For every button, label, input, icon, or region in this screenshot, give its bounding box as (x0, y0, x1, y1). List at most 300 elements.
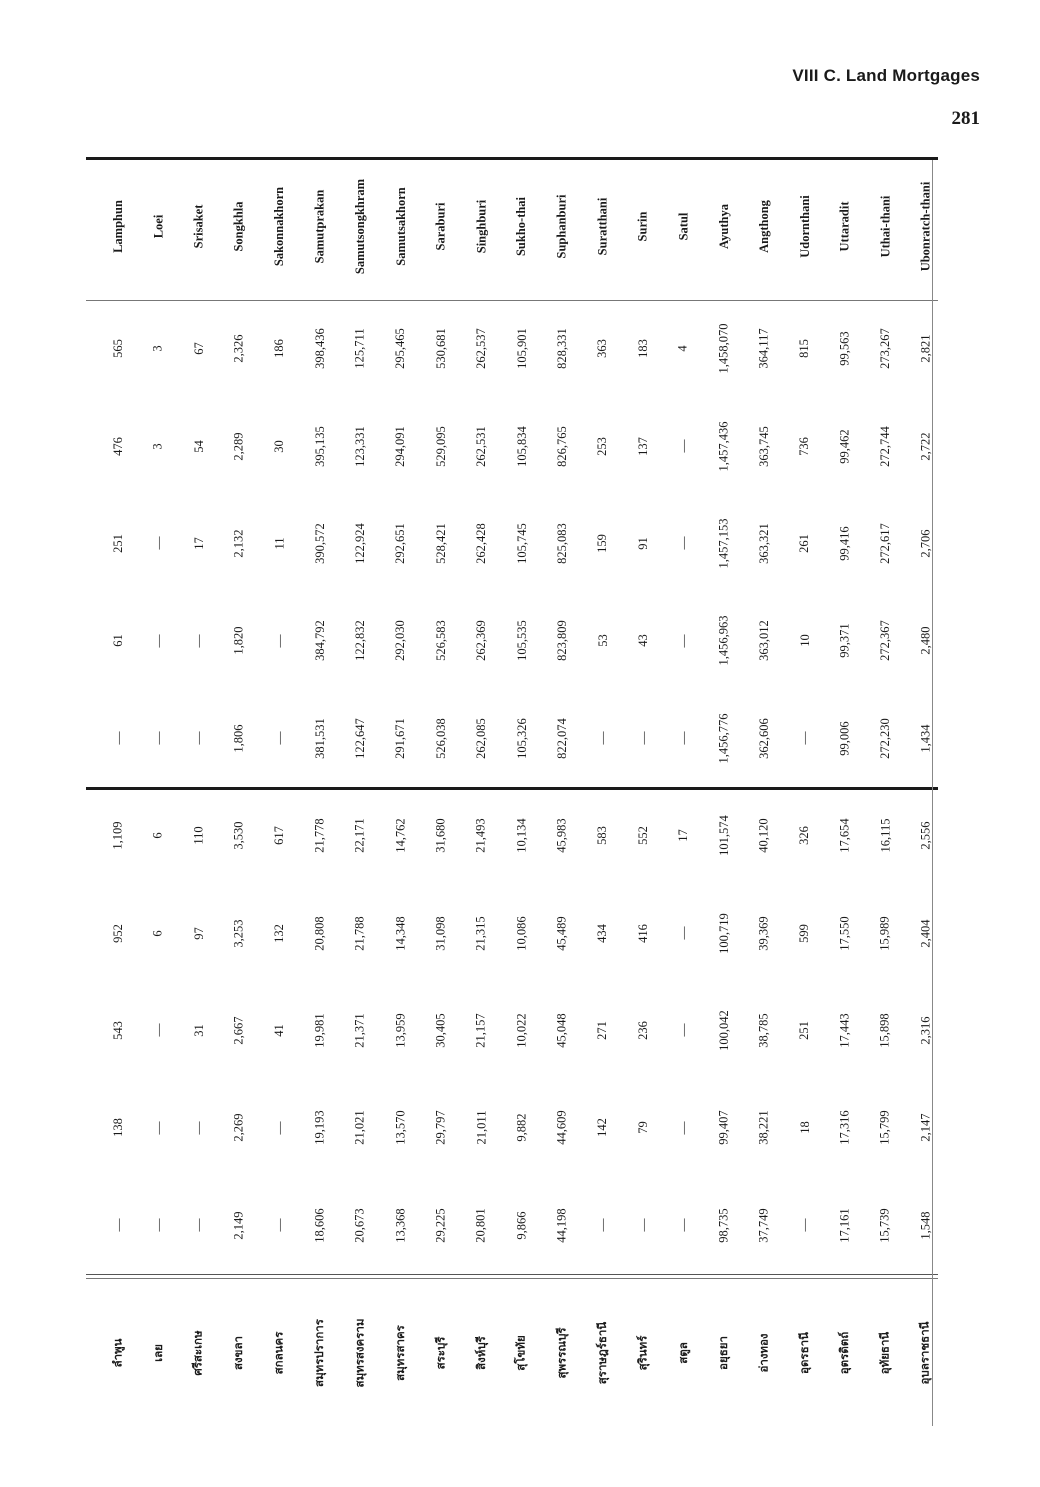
table-value-cell (421, 1079, 461, 1176)
cell-text: — (190, 1121, 206, 1135)
table-value-cell (866, 884, 906, 981)
table-value-cell (825, 690, 865, 787)
cell-text: 17,654 (837, 818, 852, 853)
cell-text: — (675, 926, 691, 940)
table-value-cell (664, 1177, 704, 1274)
cell-text: 272,617 (878, 523, 893, 564)
cell-text: 100,719 (716, 912, 731, 954)
cell-text: — (271, 1121, 287, 1135)
cell-text: 617 (272, 826, 287, 846)
cell-text: 434 (595, 923, 610, 943)
cell-text: สมุทรปราการ (312, 1319, 327, 1387)
cell-text: อุทัยธานี (877, 1331, 892, 1375)
table-value-cell (906, 1079, 946, 1176)
cell-text: Uttaradit (837, 201, 852, 251)
table-value-cell (744, 592, 784, 689)
table-value-cell (906, 690, 946, 787)
table-value-cell (219, 592, 259, 689)
cell-text: 105,745 (514, 523, 529, 564)
table-value-cell (98, 495, 138, 592)
table-value-cell (502, 592, 542, 689)
table-value-cell (583, 495, 623, 592)
cell-text: 1,806 (231, 724, 246, 753)
table-value-cell (260, 884, 300, 981)
table-value-cell (785, 397, 825, 494)
cell-text: 3 (150, 442, 165, 450)
table-value-cell (704, 397, 744, 494)
table-value-cell (138, 787, 178, 884)
table-value-cell (300, 690, 340, 787)
table-value-cell (381, 1079, 421, 1176)
cell-text: 44,198 (554, 1208, 569, 1243)
table-value-cell (583, 690, 623, 787)
table-value-cell (623, 300, 663, 397)
cell-text: 100,042 (716, 1010, 731, 1051)
cell-text: 10 (797, 634, 812, 648)
province-name-th (623, 1278, 663, 1428)
cell-text: 91 (635, 537, 650, 550)
cell-text: — (150, 1218, 166, 1232)
province-name-th (138, 1278, 178, 1428)
table-value-cell (179, 397, 219, 494)
table-value-cell (583, 982, 623, 1079)
table-value-cell (502, 300, 542, 397)
cell-text: 105,834 (514, 425, 529, 467)
cell-text: — (796, 1218, 812, 1232)
cell-text: 1,456,776 (716, 713, 731, 764)
table-value-cell (744, 495, 784, 592)
cell-text: — (110, 731, 125, 745)
cell-text: 2,289 (231, 432, 246, 461)
cell-text: 67 (191, 342, 206, 355)
cell-text: อุตรดิตถ์ (837, 1331, 852, 1375)
cell-text: — (796, 731, 812, 745)
cell-text: สุโขทัย (513, 1335, 528, 1371)
table-value-cell (583, 1079, 623, 1176)
table-value-cell (664, 884, 704, 981)
table-value-cell (260, 495, 300, 592)
cell-text: 3 (150, 345, 165, 352)
cell-text: 17,443 (837, 1013, 852, 1048)
cell-text: 98,735 (716, 1208, 731, 1243)
cell-text: 122,924 (352, 523, 367, 564)
table-value-cell (421, 884, 461, 981)
table-value-cell (300, 884, 340, 981)
table-value-cell (906, 495, 946, 592)
table-value-cell (542, 592, 582, 689)
cell-text: 565 (110, 339, 125, 359)
cell-text: 364,117 (756, 328, 771, 369)
table-value-cell (260, 1177, 300, 1274)
table-value-cell (583, 884, 623, 981)
cell-text: — (150, 1121, 166, 1135)
cell-text: สุพรรณบุรี (554, 1327, 569, 1379)
cell-text: 183 (635, 339, 650, 359)
cell-text: 30,405 (433, 1013, 448, 1048)
table-value-cell (462, 592, 502, 689)
table-value-cell (664, 982, 704, 1079)
cell-text: 236 (635, 1021, 650, 1040)
table-value-cell (98, 690, 138, 787)
cell-text: — (150, 731, 166, 745)
cell-text: 390,572 (312, 523, 327, 564)
cell-text: 14,762 (393, 818, 408, 853)
cell-text: 261 (797, 534, 812, 553)
table-value-cell (421, 397, 461, 494)
province-name-th (340, 1278, 380, 1428)
cell-text: Srisaket (191, 204, 206, 248)
cell-text: 1,820 (231, 626, 246, 655)
cell-text: 384,792 (312, 620, 327, 662)
table-value-cell (583, 787, 623, 884)
cell-text: 13,570 (393, 1110, 408, 1146)
province-name-en (300, 160, 340, 292)
cell-text: 381,531 (312, 717, 327, 759)
table-value-cell (219, 1177, 259, 1274)
table-value-cell (825, 1177, 865, 1274)
cell-text: 43 (635, 634, 650, 648)
table-value-cell (179, 1177, 219, 1274)
table-value-cell (340, 1177, 380, 1274)
province-name-th (825, 1278, 865, 1428)
cell-text: 476 (110, 436, 125, 456)
province-name-en (542, 160, 582, 292)
province-name-en (623, 160, 663, 292)
table-value-cell (744, 690, 784, 787)
province-name-th (906, 1278, 946, 1428)
province-name-th (866, 1278, 906, 1428)
table-value-cell (462, 690, 502, 787)
table-value-cell (785, 787, 825, 884)
cell-text: 2,149 (231, 1211, 246, 1240)
cell-text: 828,331 (554, 328, 569, 369)
cell-text: 416 (635, 923, 650, 943)
table-value-cell (906, 300, 946, 397)
table-value-cell (219, 982, 259, 1079)
province-name-th (98, 1278, 138, 1428)
table-value-cell (219, 397, 259, 494)
cell-text: 99,006 (837, 721, 852, 756)
table-value-cell (219, 690, 259, 787)
cell-text: 952 (110, 923, 125, 943)
cell-text: 15,739 (878, 1208, 893, 1243)
table-value-cell (260, 592, 300, 689)
cell-text: — (150, 536, 166, 550)
cell-text: — (110, 1218, 125, 1232)
cell-text: 29,797 (433, 1110, 448, 1146)
cell-text: 99,371 (837, 623, 852, 659)
table-value-cell (623, 690, 663, 787)
table-value-cell (421, 787, 461, 884)
cell-text: 39,369 (756, 915, 771, 951)
cell-text: 823,809 (554, 620, 569, 662)
cell-text: Sakonnakhorn (272, 186, 287, 266)
table-value-cell (825, 884, 865, 981)
cell-text: 1,434 (918, 724, 933, 753)
cell-text: 17,550 (837, 915, 852, 951)
table-value-cell (138, 397, 178, 494)
cell-text: 6 (150, 929, 165, 937)
province-name-th (502, 1278, 542, 1428)
cell-text: 20,808 (312, 915, 327, 951)
cell-text: Sukho-thai (514, 196, 529, 256)
cell-text: 10,134 (514, 818, 529, 853)
table-value-cell (502, 1079, 542, 1176)
province-name-en (260, 160, 300, 292)
cell-text: 822,074 (554, 717, 569, 759)
table-value-cell (300, 592, 340, 689)
table-value-cell (98, 884, 138, 981)
cell-text: 99,416 (837, 526, 852, 561)
province-name-en (138, 160, 178, 292)
province-name-th (219, 1278, 259, 1428)
cell-text: — (271, 634, 287, 648)
cell-text: — (271, 731, 287, 745)
cell-text: 137 (635, 436, 650, 456)
cell-text: 2,132 (231, 529, 246, 558)
table-value-cell (381, 787, 421, 884)
table-value-cell (340, 300, 380, 397)
cell-text: 125,711 (352, 328, 367, 369)
table-value-cell (462, 495, 502, 592)
cell-text: 1,548 (918, 1211, 933, 1240)
table-value-cell (542, 690, 582, 787)
table-value-cell (906, 884, 946, 981)
cell-text: 14,348 (393, 915, 408, 951)
province-name-th (704, 1278, 744, 1428)
cell-text: Surin (635, 211, 650, 241)
cell-text: 736 (797, 436, 812, 456)
province-name-en (98, 160, 138, 292)
table-value-cell (421, 982, 461, 1079)
cell-text: Saraburi (433, 202, 448, 250)
cell-text: — (675, 1121, 691, 1135)
table-value-cell (744, 787, 784, 884)
table-value-cell (704, 787, 744, 884)
table-value-cell (825, 397, 865, 494)
table-value-cell (542, 495, 582, 592)
province-name-en (462, 160, 502, 292)
cell-text: สุรินทร์ (635, 1335, 650, 1371)
page-number: 281 (951, 108, 980, 129)
cell-text: 45,048 (554, 1013, 569, 1048)
cell-text: — (190, 1218, 206, 1232)
table-value-cell (219, 1079, 259, 1176)
table-value-cell (98, 787, 138, 884)
cell-text: — (594, 1218, 610, 1232)
table-value-cell (906, 1177, 946, 1274)
table-value-cell (906, 592, 946, 689)
table-value-cell (179, 495, 219, 592)
cell-text: 123,331 (352, 425, 367, 467)
cell-text: Suphanburi (554, 194, 569, 258)
cell-text: 37,749 (756, 1208, 771, 1243)
table-value-cell (825, 495, 865, 592)
cell-text: — (675, 634, 691, 648)
cell-text: 2,556 (918, 821, 933, 850)
table-value-cell (785, 495, 825, 592)
table-value-cell (260, 787, 300, 884)
cell-text: สงขลา (231, 1335, 246, 1371)
cell-text: สมุทรสาคร (392, 1325, 407, 1381)
cell-text: 2,404 (918, 919, 933, 948)
cell-text: — (675, 1023, 691, 1037)
table-value-cell (98, 982, 138, 1079)
cell-text: 101,574 (716, 815, 731, 856)
table-value-cell (906, 397, 946, 494)
table-value-cell (138, 592, 178, 689)
table-value-cell (179, 300, 219, 397)
cell-text: 99,563 (837, 331, 852, 366)
province-name-en (583, 160, 623, 292)
table-value-cell (300, 982, 340, 1079)
cell-text: Satul (676, 212, 691, 240)
table-value-cell (179, 787, 219, 884)
table-value-cell (340, 397, 380, 494)
cell-text: อ่างทอง (756, 1333, 771, 1373)
cell-text: 526,038 (433, 717, 448, 759)
province-name-th (583, 1278, 623, 1428)
table-value-cell (623, 592, 663, 689)
cell-text: สระบุรี (433, 1336, 448, 1370)
cell-text: 262,531 (474, 425, 489, 467)
table-value-cell (664, 787, 704, 884)
cell-text: 159 (595, 534, 610, 553)
cell-text: 530,681 (433, 328, 448, 369)
cell-text: 362,606 (756, 717, 771, 759)
table-value-cell (906, 787, 946, 884)
table-value-cell (179, 690, 219, 787)
table-value-cell (704, 1079, 744, 1176)
table-value-cell (866, 982, 906, 1079)
cell-text: 18 (797, 1121, 812, 1135)
table-value-cell (462, 1079, 502, 1176)
table-value-cell (906, 982, 946, 1079)
table-value-cell (866, 300, 906, 397)
cell-text: สมุทรสงคราม (352, 1318, 367, 1388)
cell-text: — (675, 731, 691, 745)
table-value-cell (138, 982, 178, 1079)
cell-text: 363,745 (756, 425, 771, 467)
table-value-cell (542, 300, 582, 397)
province-name-en (744, 160, 784, 292)
table-value-cell (542, 397, 582, 494)
cell-text: — (675, 536, 691, 550)
cell-text: 31,680 (433, 818, 448, 853)
table-value-cell (462, 397, 502, 494)
table-value-cell (623, 787, 663, 884)
table-value-cell (785, 690, 825, 787)
table-value-cell (340, 1079, 380, 1176)
table-value-cell (866, 495, 906, 592)
province-name-en (381, 160, 421, 292)
table-value-cell (502, 397, 542, 494)
table-value-cell (421, 592, 461, 689)
table-value-cell (664, 300, 704, 397)
cell-text: 395,135 (312, 425, 327, 467)
cell-text: 21,021 (352, 1110, 367, 1146)
cell-text: Samutprakan (312, 189, 327, 263)
province-name-th (542, 1278, 582, 1428)
table-value-cell (704, 495, 744, 592)
cell-text: 99,462 (837, 428, 852, 464)
table-bottom-rule (86, 1274, 938, 1275)
cell-text: 292,030 (393, 620, 408, 662)
cell-text: 2,480 (918, 626, 933, 655)
cell-text: 526,583 (433, 620, 448, 662)
table-value-cell (623, 884, 663, 981)
cell-text: อยุธยา (716, 1336, 730, 1370)
table-value-cell (98, 1177, 138, 1274)
table-value-cell (623, 495, 663, 592)
cell-text: 292,651 (393, 523, 408, 564)
cell-text: ลำพูน (109, 1338, 124, 1368)
table-value-cell (340, 884, 380, 981)
cell-text: — (675, 1218, 691, 1232)
table-value-cell (825, 787, 865, 884)
cell-text: 262,085 (474, 717, 489, 759)
cell-text: 3,530 (231, 821, 246, 850)
province-name-en (866, 160, 906, 292)
cell-text: 11 (272, 537, 287, 550)
table-value-cell (98, 397, 138, 494)
cell-text: 529,095 (433, 425, 448, 467)
cell-text: อุดรธานี (796, 1332, 811, 1374)
table-value-cell (583, 397, 623, 494)
cell-text: 21,011 (474, 1110, 489, 1145)
cell-text: 20,801 (474, 1208, 489, 1243)
cell-text: 543 (110, 1021, 125, 1040)
cell-text: 21,493 (474, 818, 489, 853)
cell-text: 1,457,436 (716, 421, 731, 472)
table-value-cell (785, 982, 825, 1079)
province-name-en (179, 160, 219, 292)
cell-text: 53 (595, 634, 610, 648)
cell-text: 2,147 (918, 1113, 933, 1142)
table-value-cell (381, 884, 421, 981)
table-value-cell (664, 397, 704, 494)
cell-text: 15,799 (878, 1110, 893, 1146)
cell-text: Udornthani (797, 194, 812, 258)
cell-text: 2,667 (231, 1016, 246, 1045)
table-value-cell (300, 397, 340, 494)
cell-text: 291,671 (393, 717, 408, 759)
cell-text: 22,171 (352, 818, 367, 853)
table-value-cell (98, 592, 138, 689)
cell-text: 122,832 (352, 620, 367, 662)
province-name-en (825, 160, 865, 292)
table-value-cell (866, 1177, 906, 1274)
table-value-cell (785, 592, 825, 689)
cell-text: 825,083 (554, 523, 569, 564)
cell-text: — (190, 731, 206, 745)
table-value-cell (785, 1079, 825, 1176)
cell-text: เลย (150, 1344, 165, 1362)
table-value-cell (421, 1177, 461, 1274)
cell-text: 16,115 (878, 818, 893, 853)
cell-text: 18,606 (312, 1208, 327, 1243)
table-value-cell (138, 690, 178, 787)
cell-text: 552 (635, 826, 650, 846)
cell-text: 29,225 (433, 1208, 448, 1243)
cell-text: สิงห์บุรี (473, 1336, 488, 1370)
cell-text: 142 (595, 1118, 610, 1138)
table-value-cell (744, 982, 784, 1079)
province-name-th (260, 1278, 300, 1428)
table-value-cell (421, 300, 461, 397)
cell-text: Uthai-thani (878, 195, 893, 257)
table-value-cell (219, 787, 259, 884)
